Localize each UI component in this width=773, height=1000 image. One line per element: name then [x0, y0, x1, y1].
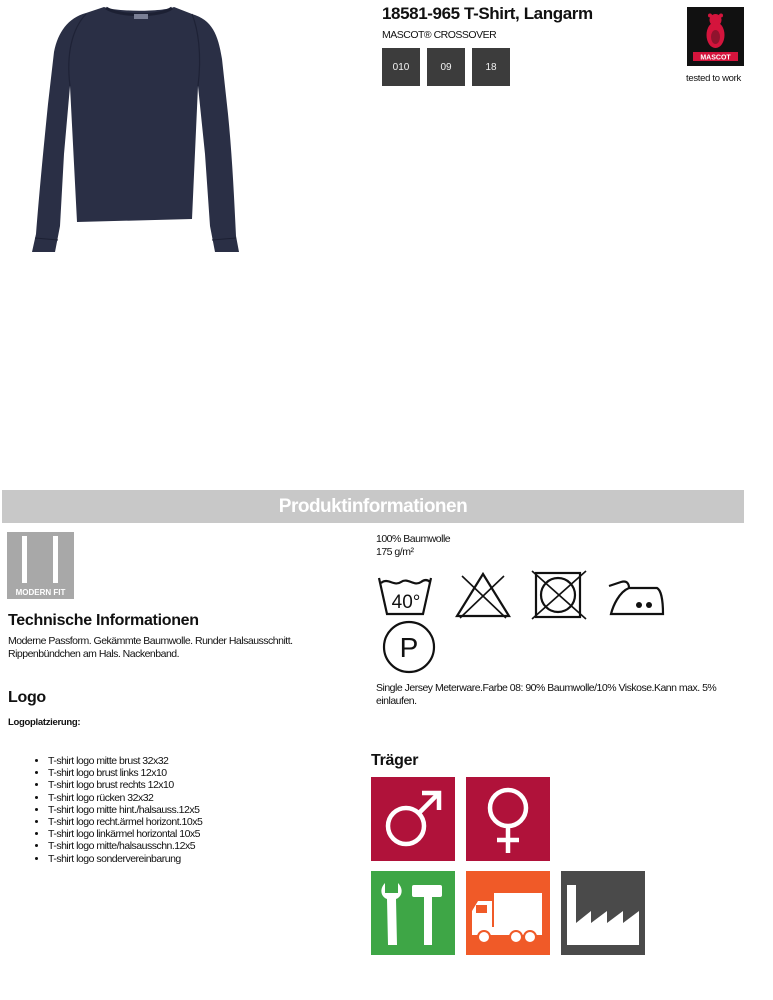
- modern-fit-badge: [7, 532, 74, 599]
- dry-clean-p-icon: [380, 620, 438, 674]
- industry-factory-icon: [561, 871, 645, 955]
- no-tumble-dry-icon: [530, 570, 588, 620]
- female-icon: [466, 777, 550, 861]
- product-title: 18581-965 T-Shirt, Langarm: [382, 4, 593, 23]
- no-bleach-icon: [454, 570, 512, 620]
- list-item: • T-shirt logo mitte hint./halsauss.12x5: [48, 804, 202, 816]
- material-info: [376, 533, 450, 558]
- material-composition: 100% Baumwolle: [376, 533, 451, 545]
- logo-heading: Logo: [8, 689, 46, 706]
- wash-40-icon: [376, 570, 434, 620]
- product-brand-line: MASCOT® CROSSOVER: [382, 29, 497, 41]
- transport-truck-icon: [466, 871, 550, 955]
- logo-placement-label: Logoplatzierung:: [8, 717, 81, 728]
- mascot-logo: [687, 7, 744, 66]
- brand-tagline: tested to work: [686, 73, 741, 84]
- color-code-box[interactable]: 18: [472, 48, 510, 86]
- iron-two-dots-icon: [607, 570, 665, 620]
- wearer-heading: Träger: [371, 752, 419, 769]
- list-item: • T-shirt logo sondervereinbarung: [48, 853, 202, 865]
- section-title: Produktinformationen: [278, 495, 468, 517]
- list-item: • T-shirt logo mitte/halsausschn.12x5: [48, 840, 202, 852]
- list-item: • T-shirt logo linkärmel horizontal 10x5: [48, 828, 202, 840]
- wash-temperature: 40°: [391, 592, 421, 613]
- shirt-body: [32, 7, 239, 252]
- section-title-bar: [2, 490, 744, 523]
- list-item: • T-shirt logo recht.ärmel horizont.10x5: [48, 816, 202, 828]
- craftsman-tools-icon: [371, 871, 455, 955]
- color-code-box[interactable]: 09: [427, 48, 465, 86]
- shirt-neck-label: [134, 14, 148, 19]
- product-image-shirt: [22, 4, 260, 256]
- list-item: • T-shirt logo rücken 32x32: [48, 792, 202, 804]
- fabric-note: Single Jersey Meterware.Farbe 08: 90% Baumwolle/10% Viskose.Kann max. 5% einlaufen.: [376, 682, 717, 707]
- list-item: • T-shirt logo brust links 12x10: [48, 767, 202, 779]
- list-item: • T-shirt logo mitte brust 32x32: [48, 755, 202, 767]
- modern-fit-badge-label: MODERN FIT: [15, 588, 66, 597]
- color-code-box[interactable]: 010: [382, 48, 420, 86]
- technical-description: Moderne Passform. Gekämmte Baumwolle. Runder Halsausschnitt. Rippenbündchen am Hals. Nackenband.: [8, 635, 293, 660]
- dry-clean-letter: P: [399, 632, 419, 663]
- material-weight: 175 g/m²: [376, 545, 414, 558]
- list-item: • T-shirt logo brust rechts 12x10: [48, 779, 202, 791]
- color-code-list: [382, 48, 510, 86]
- logo-placement-list: [8, 755, 202, 865]
- technical-heading: Technische Informationen: [8, 612, 199, 629]
- mascot-logo-text: MASCOT: [700, 54, 731, 62]
- male-icon: [371, 777, 455, 861]
